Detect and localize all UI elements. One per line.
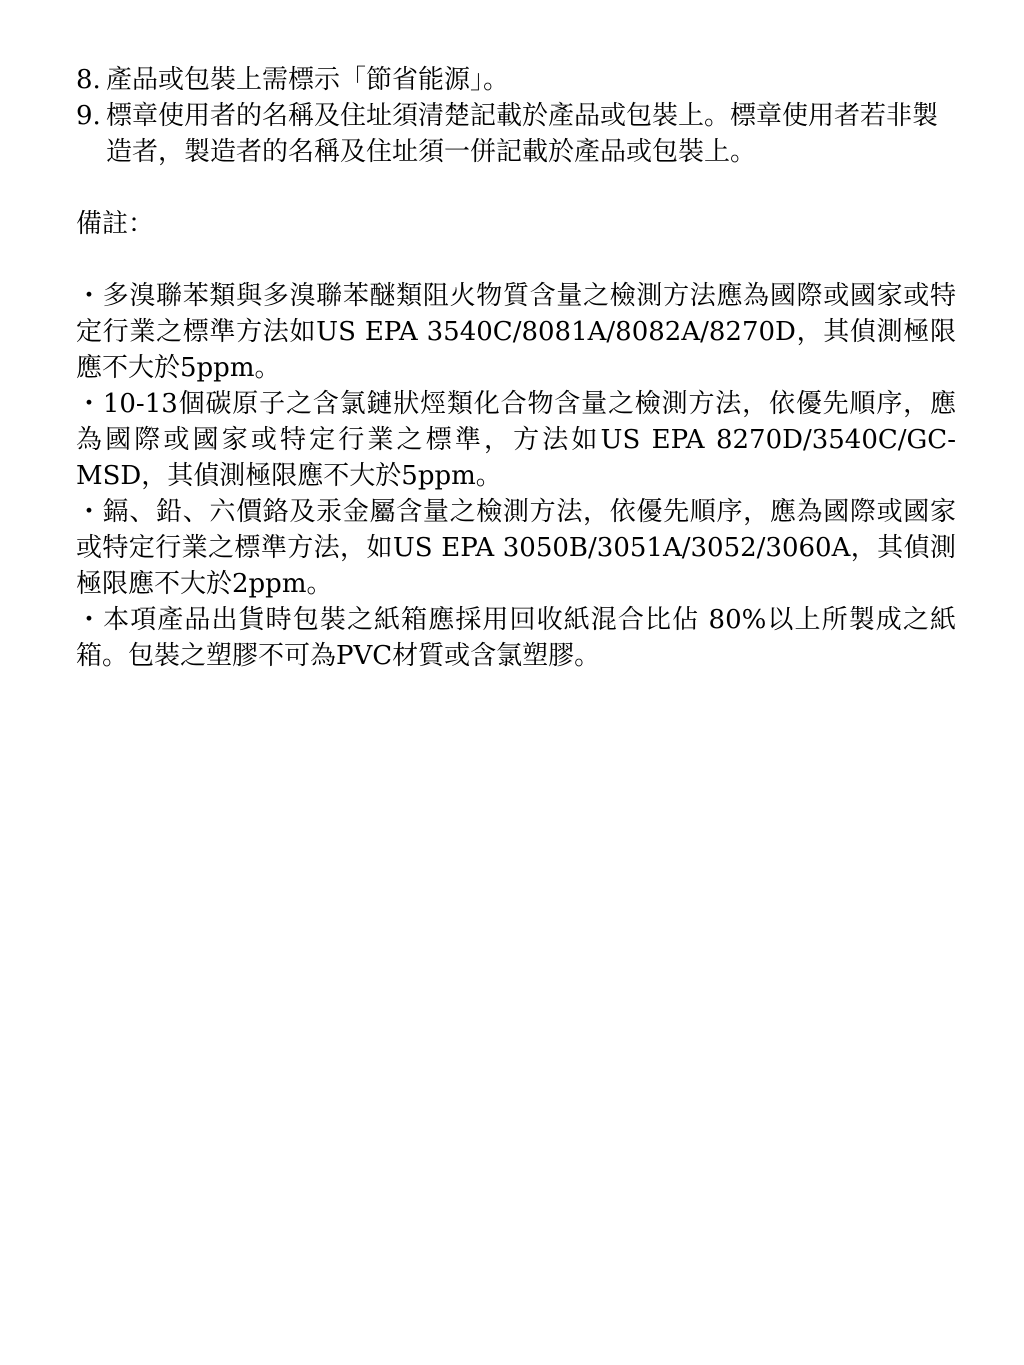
list-item-9 (76, 98, 956, 170)
list-item-8 (76, 62, 956, 98)
item-number: 9. (76, 101, 101, 131)
remark-bullet-4: ・本項產品出貨時包裝之紙箱應採用回收紙混合比佔 80%以上所製成之紙箱。包裝之塑膠不可為PVC材質或含氯塑膠。 (76, 605, 956, 671)
remark-bullet-2: ・10-13個碳原子之含氯鏈狀烴類化合物含量之檢測方法，依優先順序，應為國際或國家或特定行業之標準，方法如US EPA 8270D/3540C/GC-MSD，其偵測極限應不大於5ppm。 (76, 389, 956, 491)
document-page (76, 62, 956, 674)
remarks-heading: 備註： (76, 209, 155, 239)
item-text: 標章使用者的名稱及住址須清楚記載於產品或包裝上。標章使用者若非製造者，製造者的名稱及住址須一併記載於產品或包裝上。 (106, 101, 939, 167)
remark-bullet-1: ・多溴聯苯類與多溴聯苯醚類阻火物質含量之檢測方法應為國際或國家或特定行業之標準方法如US EPA 3540C/8081A/8082A/8270D，其偵測極限應不大於5ppm。 (76, 281, 956, 383)
item-number: 8. (76, 65, 101, 95)
remark-bullet-3: ・鎘、鉛、六價鉻及汞金屬含量之檢測方法，依優先順序，應為國際或國家或特定行業之標準方法，如US EPA 3050B/3051A/3052/3060A，其偵測極限應不大於2ppm。 (76, 497, 956, 599)
item-text: 產品或包裝上需標示「節省能源」。 (106, 65, 510, 95)
